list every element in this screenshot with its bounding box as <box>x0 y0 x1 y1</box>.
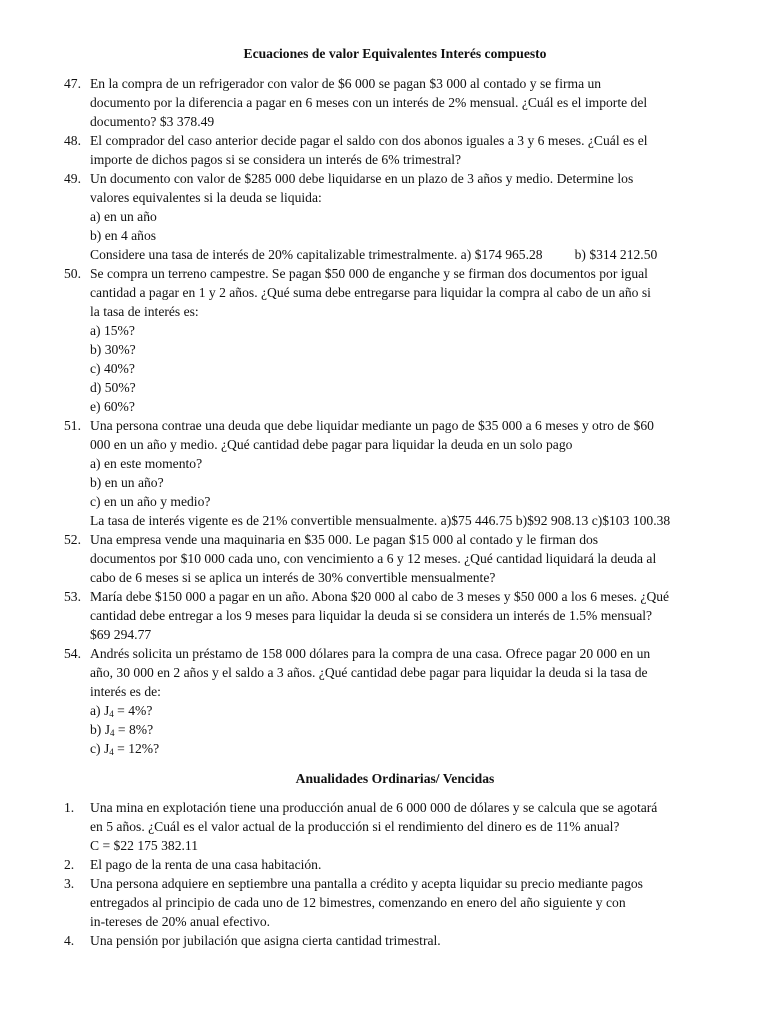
text-line: Andrés solicita un préstamo de 158 000 dólares para la compra de una casa. Ofrece pagar 20 000 en un <box>90 646 651 661</box>
item-number: 51. <box>64 418 81 433</box>
item-number: 54. <box>64 646 81 661</box>
problem-48 <box>64 131 726 169</box>
problem-53 <box>64 587 726 644</box>
answer-line: C = $22 175 382.11 <box>90 838 198 853</box>
option-line: d) 50%? <box>90 380 136 395</box>
text-line: cabo de 6 meses si se aplica un interés de 30% convertible mensualmente? <box>90 570 496 585</box>
text-line: El comprador del caso anterior decide pagar el saldo con dos abonos iguales a 3 y 6 meses. ¿Cuál es el <box>90 133 648 148</box>
text-line: Una persona adquiere en septiembre una pantalla a crédito y acepta liquidar su precio mediante pagos <box>90 876 643 891</box>
answer-b: b) $314 212.50 <box>574 247 658 262</box>
anualidad-problem-2 <box>64 855 726 874</box>
text-line: Una pensión por jubilación que asigna cierta cantidad trimestral. <box>90 933 441 948</box>
text-line: importe de dichos pagos si se considera un interés de 6% trimestral? <box>90 152 462 167</box>
text-line: En la compra de un refrigerador con valor de $6 000 se pagan $3 000 al contado y se firma un <box>90 76 602 91</box>
text-line: documentos por $10 000 cada uno, con vencimiento a 6 y 12 meses. ¿Qué cantidad liquidará la deuda al <box>90 551 657 566</box>
item-number: 3. <box>64 876 75 891</box>
text-line: Una mina en explotación tiene una producción anual de 6 000 000 de dólares y se calcula que se agotará <box>90 800 658 815</box>
text-line: Un documento con valor de $285 000 debe liquidarse en un plazo de 3 años y medio. Determine los <box>90 171 634 186</box>
anualidad-problem-1 <box>64 798 726 855</box>
option-line: b) en un año? <box>90 475 164 490</box>
option-line: b) 30%? <box>90 342 136 357</box>
answer-line <box>90 245 726 264</box>
item-number: 48. <box>64 133 81 148</box>
text-line: año, 30 000 en 2 años y el saldo a 3 años. ¿Qué cantidad debe pagar para liquidar la deuda si la tasa de <box>90 665 648 680</box>
problem-50 <box>64 264 726 416</box>
option-subscript: 4 <box>109 747 114 757</box>
option-line <box>90 701 726 720</box>
option-line: b) en 4 años <box>90 228 157 243</box>
text-line: documento? $3 378.49 <box>90 114 215 129</box>
text-line: Una persona contrae una deuda que debe liquidar mediante un pago de $35 000 a 6 meses y otro de $60 <box>90 418 654 433</box>
text-line: cantidad debe entregar a los 9 meses para liquidar la deuda si se considera un interés de 1.5% mensual? <box>90 608 653 623</box>
text-line: interés es de: <box>90 684 161 699</box>
problem-49 <box>64 169 726 264</box>
option-line: a) en un año <box>90 209 157 224</box>
problem-47 <box>64 74 726 131</box>
text-line: Se compra un terreno campestre. Se pagan $50 000 de enganche y se firman dos documentos por igual <box>90 266 648 281</box>
problem-54 <box>64 644 726 758</box>
text-line: documento por la diferencia a pagar en 6 meses con un interés de 2% mensual. ¿Cuál es el importe del <box>90 95 648 110</box>
answer-a: Considere una tasa de interés de 20% capitalizable trimestralmente. a) $174 965.28 <box>90 247 543 262</box>
text-line: entregados al principio de cada uno de 12 bimestres, comenzando en enero del año siguiente y con <box>90 895 626 910</box>
text-line: in-tereses de 20% anual efectivo. <box>90 914 271 929</box>
option-subscript: 4 <box>109 709 114 719</box>
option-line: a) 15%? <box>90 323 135 338</box>
anualidad-problem-3 <box>64 874 726 931</box>
text-line: la tasa de interés es: <box>90 304 199 319</box>
item-number: 49. <box>64 171 81 186</box>
option-line: e) 60%? <box>90 399 135 414</box>
item-number: 52. <box>64 532 81 547</box>
item-number: 50. <box>64 266 81 281</box>
option-line: c) en un año y medio? <box>90 494 211 509</box>
text-line: 000 en un año y medio. ¿Qué cantidad debe pagar para liquidar la deuda en un solo pago <box>90 437 573 452</box>
section-title-anualidades: Anualidades Ordinarias/ Vencidas <box>295 771 495 786</box>
anualidad-problem-4 <box>64 931 726 950</box>
option-suffix: = 8%? <box>114 722 154 737</box>
option-line: a) en este momento? <box>90 456 203 471</box>
text-line: El pago de la renta de una casa habitación. <box>90 857 322 872</box>
text-line: cantidad a pagar en 1 y 2 años. ¿Qué suma debe entregarse para liquidar la compra al cabo de un año si <box>90 285 651 300</box>
option-suffix: = 12%? <box>113 741 160 756</box>
section-title-interes-compuesto: Ecuaciones de valor Equivalentes Interés compuesto <box>243 46 547 61</box>
item-number: 1. <box>64 800 75 815</box>
item-number: 47. <box>64 76 81 91</box>
option-suffix: = 4%? <box>113 703 153 718</box>
option-prefix: a) J <box>90 703 110 718</box>
option-subscript: 4 <box>110 728 115 738</box>
text-line: María debe $150 000 a pagar en un año. Abona $20 000 al cabo de 3 meses y $50 000 a los 6 meses. ¿Qué <box>90 589 670 604</box>
item-number: 53. <box>64 589 81 604</box>
answer-line: $69 294.77 <box>90 627 152 642</box>
option-line: c) 40%? <box>90 361 135 376</box>
text-line: Una empresa vende una maquinaria en $35 000. Le pagan $15 000 al contado y le firman dos <box>90 532 599 547</box>
item-number: 4. <box>64 933 75 948</box>
problem-51 <box>64 416 726 530</box>
text-line: en 5 años. ¿Cuál es el valor actual de la producción si el rendimiento del dinero es de 11% anual? <box>90 819 620 834</box>
option-line <box>90 720 726 739</box>
option-prefix: b) J <box>90 722 111 737</box>
option-line <box>90 739 726 758</box>
option-prefix: c) J <box>90 741 110 756</box>
item-number: 2. <box>64 857 75 872</box>
answer-line: La tasa de interés vigente es de 21% convertible mensualmente. a)$75 446.75 b)$92 908.13 c)$103 100.38 <box>90 513 671 528</box>
text-line: valores equivalentes si la deuda se liquida: <box>90 190 322 205</box>
problem-52 <box>64 530 726 587</box>
